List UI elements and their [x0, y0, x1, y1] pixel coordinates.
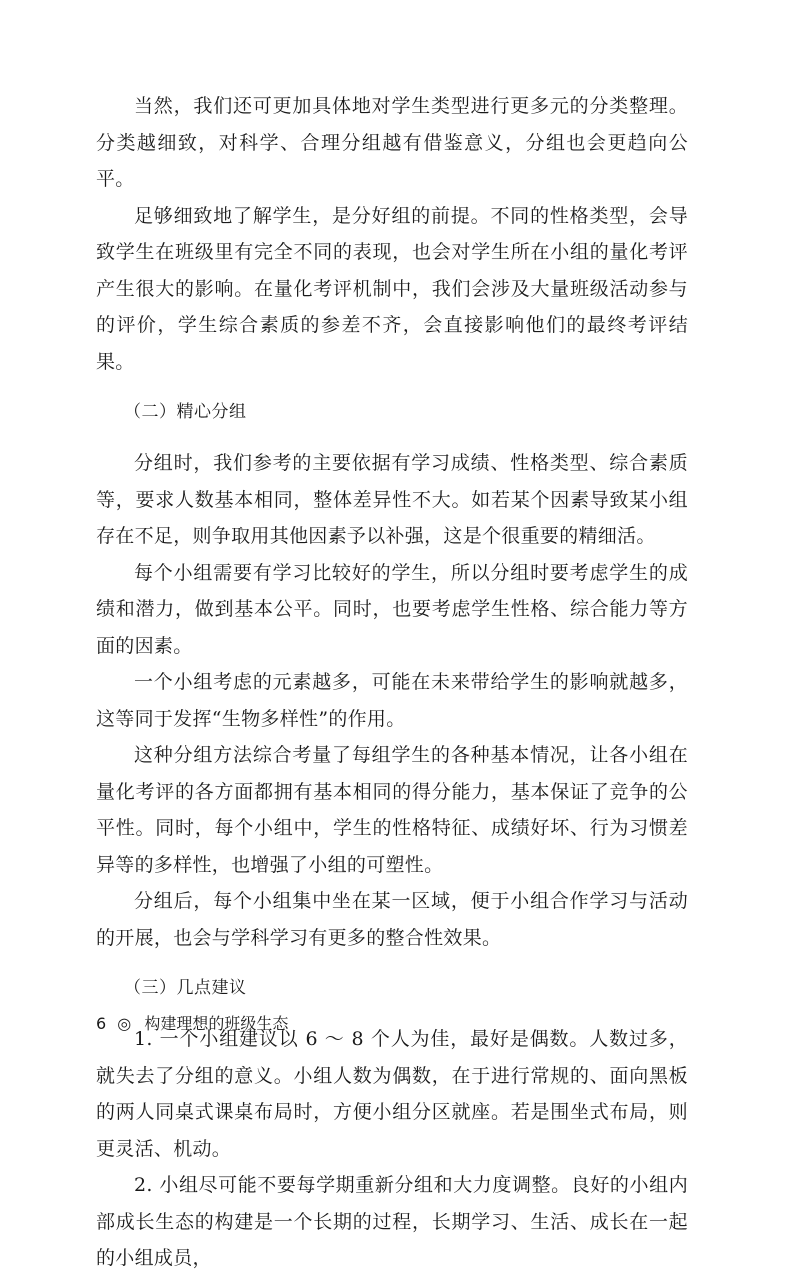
paragraph: 一个小组考虑的元素越多，可能在未来带给学生的影响就越多，这等同于发挥“生物多样性”的作用。: [96, 671, 688, 730]
bullseye-separator-icon: ◎: [117, 1014, 132, 1033]
page-body: [96, 88, 688, 1277]
paragraph: 这种分组方法综合考量了每组学生的各种基本情况，让各小组在量化考评的各方面都拥有基本相同的得分能力，基本保证了竞争的公平性。同时，每个小组中，学生的性格特征、成绩好坏、行为习惯差异等的多样性，也增强了小组的可塑性。: [96, 744, 688, 876]
book-title: 构建理想的班级生态: [144, 1014, 289, 1033]
paragraph: 当然，我们还可更加具体地对学生类型进行更多元的分类整理。分类越细致，对科学、合理分组越有借鉴意义，分组也会更趋向公平。: [96, 95, 688, 190]
page-footer: [96, 1012, 288, 1036]
paragraph: 分组时，我们参考的主要依据有学习成绩、性格类型、综合素质等，要求人数基本相同，整体差异性不大。如若某个因素导致某小组存在不足，则争取用其他因素予以补强，这是个很重要的精细活。: [96, 452, 688, 547]
section-heading-3: （三）几点建议: [124, 978, 247, 998]
section-heading-2: （二）精心分组: [124, 402, 247, 422]
paragraph: 足够细致地了解学生，是分好组的前提。不同的性格类型，会导致学生在班级里有完全不同的表现，也会对学生所在小组的量化考评产生很大的影响。在量化考评机制中，我们会涉及大量班级活动参与的评价，学生综合素质的参差不齐，会直接影响他们的最终考评结果。: [96, 204, 688, 373]
paragraph: 每个小组需要有学习比较好的学生，所以分组时要考虑学生的成绩和潜力，做到基本公平。同时，也要考虑学生性格、综合能力等方面的因素。: [96, 561, 688, 657]
paragraph: 1. 一个小组建议以 6 ～ 8 个人为佳，最好是偶数。人数过多，就失去了分组的意义。小组人数为偶数，在于进行常规的、面向黑板的两人同桌式课桌布局时，方便小组分区就座。若是围坐式布局，则更灵活、机动。: [96, 1028, 688, 1160]
page-number: 6: [96, 1014, 107, 1033]
paragraph: 分组后，每个小组集中坐在某一区域，便于小组合作学习与活动的开展，也会与学科学习有更多的整合性效果。: [96, 890, 688, 949]
paragraph: 2. 小组尽可能不要每学期重新分组和大力度调整。良好的小组内部成长生态的构建是一个长期的过程，长期学习、生活、成长在一起的小组成员，: [96, 1174, 688, 1269]
